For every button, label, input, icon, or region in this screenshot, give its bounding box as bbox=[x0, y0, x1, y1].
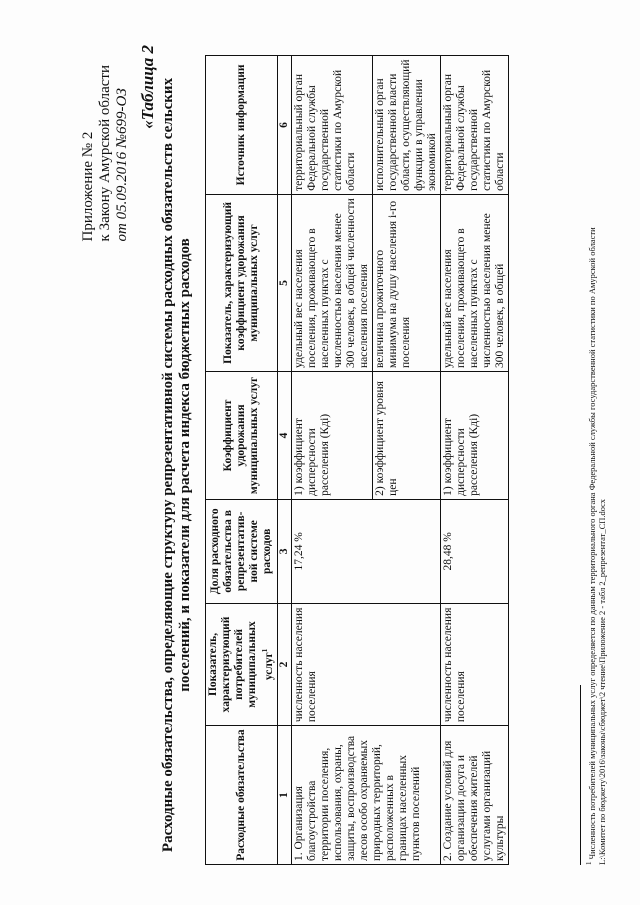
col-number: 2 bbox=[277, 603, 291, 725]
share-cell: 28,48 % bbox=[440, 499, 508, 603]
col-number: 4 bbox=[277, 371, 291, 499]
header-source: Источник информации bbox=[206, 56, 278, 195]
col-number: 5 bbox=[277, 194, 291, 371]
header-indicator bbox=[206, 603, 278, 725]
measure-cell: величина прожиточного минимума на душу населения i-го поселения bbox=[372, 194, 440, 371]
footnote-mark: 1 bbox=[585, 861, 593, 865]
footnote-text-line bbox=[584, 65, 597, 865]
document-title: Расходные обязательства, определяющие структуру репрезентативной системы расходных обязательств сельских поселений, и показатели для расчета индекса бюджетных расходов bbox=[160, 77, 193, 853]
coefficient-cell: 2) коэффициент уровня цен bbox=[372, 371, 440, 499]
measure-cell: удельный вес населения поселения, проживающего в населенных пунктах с численностью населения менее 300 человек, в общей bbox=[440, 194, 508, 371]
indicator-cell: численность населения поселения bbox=[440, 603, 508, 725]
header-share: Доля расходного обязательства в репрезентатив-ной системе расходов bbox=[206, 499, 278, 603]
share-cell: 17,24 % bbox=[291, 499, 440, 603]
appendix-law: к Закону Амурской области bbox=[97, 65, 113, 242]
col-number: 1 bbox=[277, 726, 291, 865]
table-label: «Таблица 2 bbox=[138, 45, 157, 129]
measure-cell: удельный вес населения поселения, проживающего в населенных пунктах с численностью населения менее 300 человек, в общей численности населения поселения bbox=[291, 194, 372, 371]
coefficient-cell: 1) коэффициент дисперсности расселения (Кдi) bbox=[291, 371, 372, 499]
col-number: 3 bbox=[277, 499, 291, 603]
header-obligation: Расходные обязательства bbox=[206, 726, 278, 865]
source-cell: исполнительный орган государственной власти области, осуществляющий функции в управлении экономикой bbox=[372, 56, 440, 195]
source-cell: территориальный орган Федеральной службы государственной статистики по Амурской области bbox=[440, 56, 508, 195]
table-row bbox=[440, 56, 508, 865]
footnote-rule bbox=[580, 685, 581, 865]
header-indicator-text: Показатель, характеризующий потребителей муниципальных услуг bbox=[207, 616, 275, 713]
header-coefficient: Коэффициент удорожания муниципальных услуг bbox=[206, 371, 278, 499]
header-footnote-mark: 1 bbox=[261, 648, 269, 653]
obligation-cell: 1. Организация благоустройства территории поселения, использования, охраны, защиты, воспроизводства лесов особо охраняемых природных территорий, расположенных в границах населенных пунктов поселений bbox=[291, 726, 440, 865]
header-row bbox=[206, 56, 278, 865]
header-measure: Показатель, характеризующий коэффициент удорожания муниципальных услуг bbox=[206, 194, 278, 371]
column-number-row bbox=[277, 56, 291, 865]
footnote-block bbox=[580, 65, 607, 865]
file-path: L:\Комитет по бюджету\2016\законы\сбюджет\2 чтение\Приложение 2 - табл 2_репрезентат_СП.docx bbox=[596, 498, 607, 865]
appendix-date: от 05.09.2016 №699-ОЗ bbox=[114, 88, 130, 242]
rotated-sheet bbox=[20, 25, 620, 895]
appendix-block bbox=[80, 65, 131, 241]
coefficient-cell: 1) коэффициент дисперсности расселения (Кдi) bbox=[440, 371, 508, 499]
table-row bbox=[291, 56, 372, 865]
col-number: 6 bbox=[277, 56, 291, 195]
obligations-table bbox=[205, 55, 509, 865]
source-cell: территориальный орган Федеральной службы государственной статистики по Амурской области bbox=[291, 56, 372, 195]
obligation-cell: 2. Создание условий для организации досуга и обеспечения жителей услугами организаций культуры bbox=[440, 726, 508, 865]
indicator-cell: численность населения поселения bbox=[291, 603, 440, 725]
appendix-number: Приложение № 2 bbox=[80, 131, 96, 242]
footnote-text: Численность потребителей муниципальных услуг определяется по данным территориального органа Федеральной службы государственной статистики по Амурской области bbox=[586, 227, 597, 860]
